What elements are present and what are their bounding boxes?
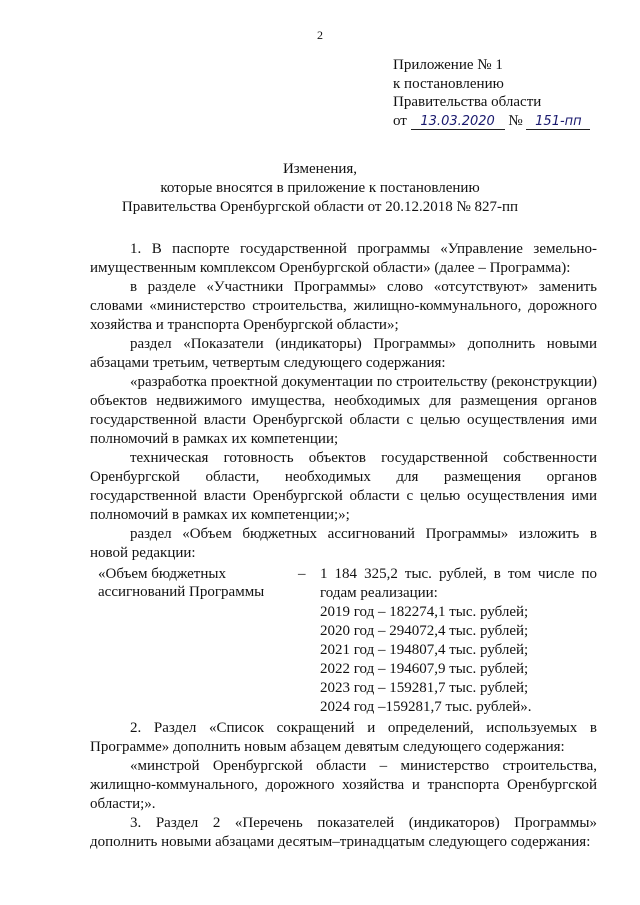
number-label: № — [508, 112, 523, 129]
paragraph-2: в разделе «Участники Программы» слово «отсутствуют» заменить словами «министерство строительства, жилищно-коммунального, дорожного хозяйства и транспорта Оренбургской области»; — [90, 279, 597, 333]
appendix-block — [393, 56, 613, 130]
budget-total: 1 184 325,2 тыс. рублей, в том числе по годам реализации: — [320, 566, 597, 601]
page-number: 2 — [317, 28, 323, 42]
budget-label-line-2: ассигнований Программы — [98, 584, 265, 600]
paragraph-7: 2. Раздел «Список сокращений и определений, используемых в Программе» дополнить новым абзацем девятым следующего содержания: — [90, 720, 597, 755]
appendix-line-3: Правительства области — [393, 94, 542, 110]
handwritten-number: 151-пп — [526, 114, 590, 130]
paragraph-1: 1. В паспорте государственной программы «Управление земельно-имущественным комплексом Оренбургской области» (далее – Программа): — [90, 241, 597, 276]
paragraph-5: техническая готовность объектов государственной собственности Оренбургской области, необходимых для размещения органов государственной власти Оренбургской области с целью осуществления ими полномочий в рамках их компетенции;»; — [90, 450, 597, 523]
document-body — [90, 240, 597, 852]
budget-dash: – — [298, 566, 306, 582]
title-line-1: Изменения, — [282, 161, 358, 177]
paragraph-3: раздел «Показатели (индикаторы) Программы» дополнить новыми абзацами третьим, четвертым следующего содержания: — [90, 336, 597, 371]
document-title — [0, 160, 640, 217]
paragraph-6: раздел «Объем бюджетных ассигнований Программы» изложить в новой редакции: — [90, 526, 597, 561]
appendix-line-1: Приложение № 1 — [393, 57, 503, 73]
from-label: от — [393, 112, 407, 129]
budget-year-row: 2024 год –159281,7 тыс. рублей». — [320, 699, 532, 715]
handwritten-date: 13.03.2020 — [411, 114, 505, 130]
budget-label-line-1: «Объем бюджетных — [98, 566, 226, 582]
title-line-2: которые вносятся в приложение к постановлению — [160, 180, 480, 196]
paragraph-9: 3. Раздел 2 «Перечень показателей (индикаторов) Программы» дополнить новыми абзацами десятым–тринадцатым следующего содержания: — [90, 815, 597, 850]
budget-table — [90, 565, 597, 717]
budget-year-row: 2020 год – 294072,4 тыс. рублей; — [320, 623, 529, 639]
title-line-3: Правительства Оренбургской области от 20.12.2018 № 827-пп — [121, 199, 519, 215]
budget-year-row: 2023 год – 159281,7 тыс. рублей; — [320, 680, 529, 696]
appendix-signature-line — [393, 112, 613, 131]
budget-year-row: 2022 год – 194607,9 тыс. рублей; — [320, 661, 529, 677]
budget-label — [90, 565, 296, 717]
budget-year-row: 2021 год – 194807,4 тыс. рублей; — [320, 642, 529, 658]
paragraph-8: «минстрой Оренбургской области – министерство строительства, жилищно-коммунального, дорожного хозяйства и транспорта Оренбургской области;». — [90, 758, 597, 812]
appendix-line-2: к постановлению — [393, 75, 504, 92]
paragraph-4: «разработка проектной документации по строительству (реконструкции) объектов недвижимого имущества, необходимых для размещения органов государственной власти Оренбургской области с целью осуществления ими полномочий в рамках их компетенции; — [90, 374, 597, 447]
budget-values — [320, 565, 597, 717]
budget-year-row: 2019 год – 182274,1 тыс. рублей; — [320, 604, 529, 620]
